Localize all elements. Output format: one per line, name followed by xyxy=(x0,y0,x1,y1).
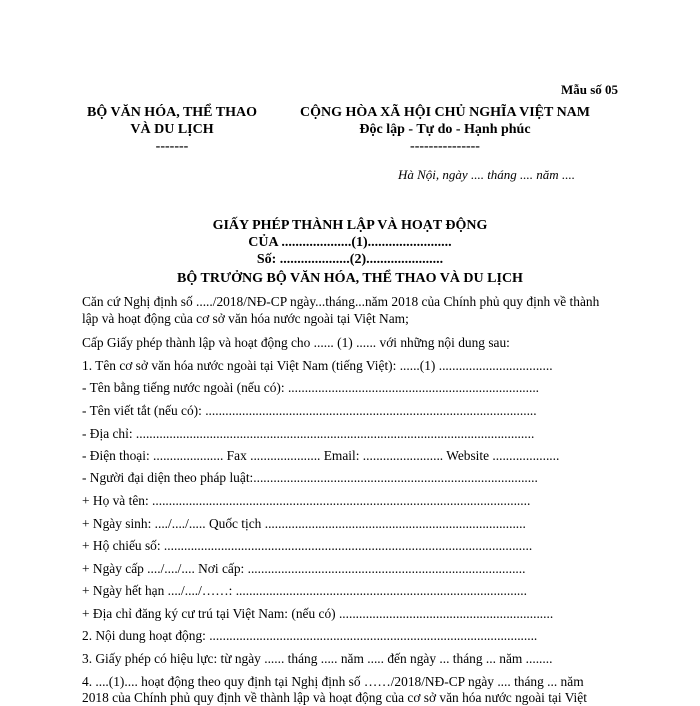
body-line: 4. ....(1).... hoạt động theo quy định tại Nghị định số ……/2018/NĐ-CP ngày .... tháng ... năm xyxy=(82,674,584,689)
national-rule: --------------- xyxy=(410,139,480,154)
body-line: 2. Nội dung hoạt động: .................................................................................................. xyxy=(82,628,538,643)
body-line: - Tên bằng tiếng nước ngoài (nếu có): ........................................................................... xyxy=(82,380,540,395)
body-line: + Ngày sinh: ..../..../..... Quốc tịch .............................................................................. xyxy=(82,516,526,531)
body-line: + Hộ chiếu số: .............................................................................................................. xyxy=(82,538,533,553)
date-line: Hà Nội, ngày .... tháng .... năm .... xyxy=(398,167,575,182)
title-line-1: GIẤY PHÉP THÀNH LẬP VÀ HOẠT ĐỘNG xyxy=(212,218,488,233)
issuer-line-1: BỘ VĂN HÓA, THỂ THAO xyxy=(87,105,257,120)
body-line: Cấp Giấy phép thành lập và hoạt động cho ...... (1) ...... với những nội dung sau: xyxy=(82,335,510,350)
title-line-2: CỦA ....................(1)........................ xyxy=(248,235,452,250)
national-motto: Độc lập - Tự do - Hạnh phúc xyxy=(359,122,531,137)
body-line: - Người đại diện theo pháp luật:..................................................................................... xyxy=(82,470,538,485)
body-line: lập và hoạt động của cơ sở văn hóa nước ngoài tại Việt Nam; xyxy=(82,311,409,326)
body-line: - Địa chỉ: ....................................................................................................................... xyxy=(82,426,535,441)
body-line: Căn cứ Nghị định số ...../2018/NĐ-CP ngày...tháng...năm 2018 của Chính phủ quy định về thành xyxy=(82,294,600,309)
body-line: 3. Giấy phép có hiệu lực: từ ngày ...... tháng ..... năm ..... đến ngày ... tháng ... năm ........ xyxy=(82,651,553,666)
issuer-line-2: VÀ DU LỊCH xyxy=(130,122,214,137)
issuer-rule: ------- xyxy=(155,139,189,154)
body-line: - Tên viết tắt (nếu có): ................................................................................................... xyxy=(82,403,537,418)
body-line: - Điện thoại: ..................... Fax ..................... Email: ........................ Website .................... xyxy=(82,448,560,463)
title-line-3: Số: ....................(2)...................... xyxy=(256,252,444,267)
body-line: + Ngày cấp ..../..../.... Nơi cấp: ................................................................................... xyxy=(82,561,526,576)
body-line: + Họ và tên: ................................................................................................................. xyxy=(82,493,531,508)
issuer-heading xyxy=(82,104,262,155)
national-heading xyxy=(280,104,610,155)
national-title: CỘNG HÒA XÃ HỘI CHỦ NGHĨA VIỆT NAM xyxy=(299,105,590,120)
body-line: 1. Tên cơ sở văn hóa nước ngoài tại Việt Nam (tiếng Việt): ......(1) .................................. xyxy=(82,358,553,373)
body-line: 2018 của Chính phủ quy định về thành lập và hoạt động của cơ sở văn hóa nước ngoài tại Việt xyxy=(82,690,587,705)
body-line: + Địa chỉ đăng ký cư trú tại Việt Nam: (nếu có) ................................................................ xyxy=(82,606,554,621)
minister-heading: BỘ TRƯỞNG BỘ VĂN HÓA, THỂ THAO VÀ DU LỊCH xyxy=(177,271,523,286)
form-number: Mẫu số 05 xyxy=(560,82,618,97)
document-title xyxy=(0,217,700,268)
body-line: + Ngày hết hạn ..../..../……: ....................................................................................... xyxy=(82,583,527,598)
